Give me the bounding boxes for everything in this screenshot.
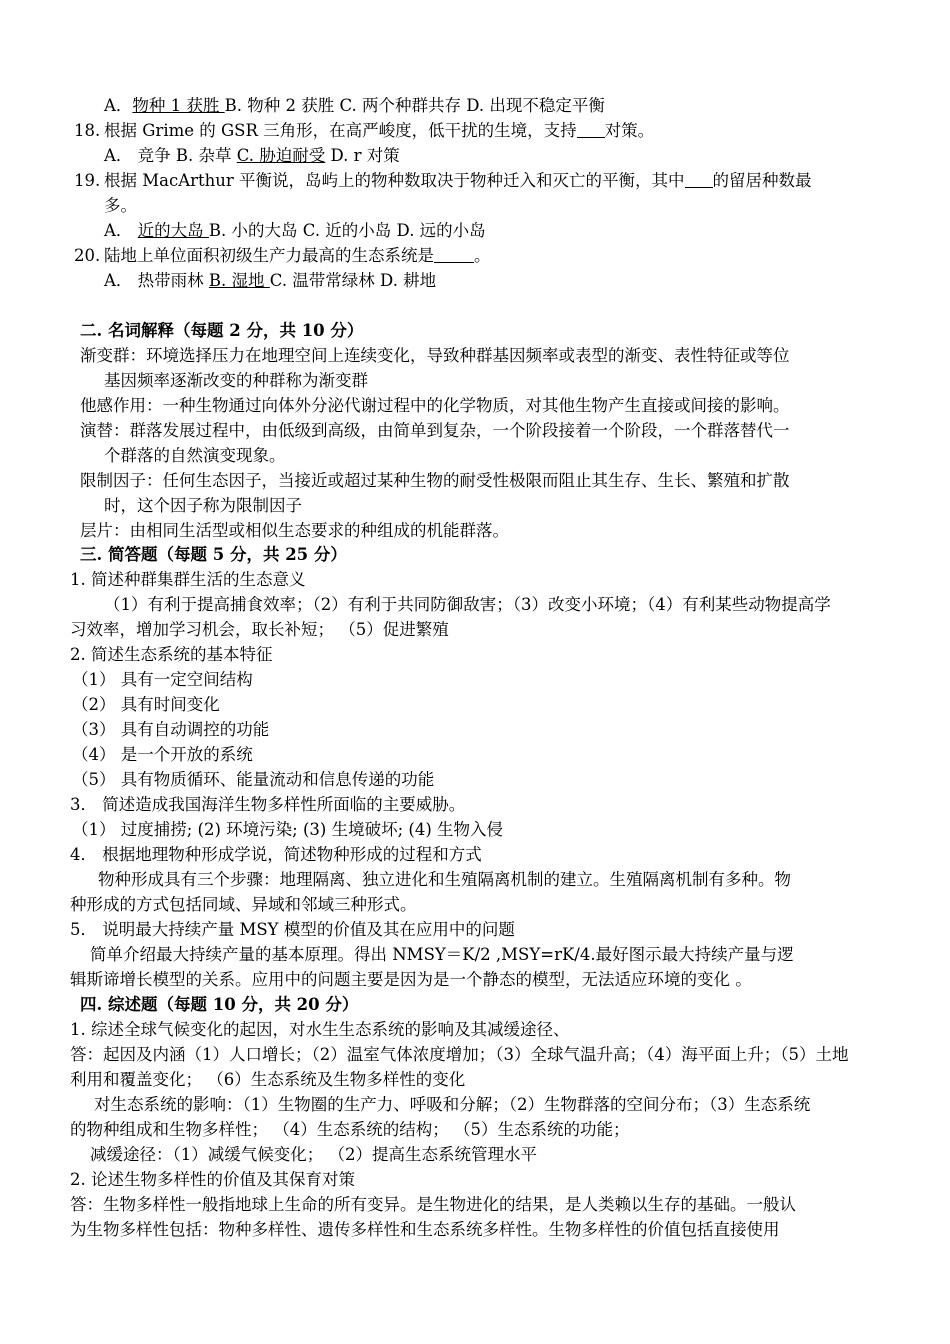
q20-options [104, 269, 436, 293]
sec4-q2-title: 2. 论述生物多样性的价值及其保育对策 [70, 1170, 355, 1189]
sec4-q2-answer-line-2: 为生物多样性包括：物种多样性、遗传多样性和生态系统多样性。生物多样性的价值包括直接使用 [70, 1220, 780, 1239]
sec4-q2-answer-line-1: 答：生物多样性一般指地球上生命的所有变异。是生物进化的结果，是人类赖以生存的基础。一般认 [70, 1195, 796, 1214]
section-2-title: 二. 名词解释（每题 2 分，共 10 分） [80, 321, 364, 340]
q18-stem [74, 119, 654, 143]
sec4-q1-answer-line-2: 利用和覆盖变化； （6）生态系统及生物多样性的变化 [70, 1070, 466, 1089]
q19-stem [74, 169, 812, 193]
sec3-q1-answer-line-2: 习效率，增加学习机会，取长补短； （5）促进繁殖 [70, 620, 449, 639]
q20-answer-underlined: B. 湿地 [208, 271, 270, 290]
q17-answer-underlined: 物种 1 获胜 [132, 96, 225, 115]
sec4-q1-answer-line-1: 答：起因及内涵（1）人口增长；（2）温室气体浓度增加；（3）全球气温升高；（4）海平面上升；（5）土地 [70, 1045, 849, 1064]
term-limiting-factor-line-1: 限制因子：任何生态因子，当接近或超过某种生物的耐受性极限而阻止其生存、生长、繁殖和扩散 [80, 471, 790, 490]
q20-stem [74, 244, 491, 268]
term-synusia: 层片：由相同生活型或相似生态要求的种组成的机能群落。 [80, 521, 509, 540]
q18-stem-text-b: 对策。 [604, 121, 655, 140]
q19-answer-underlined: 近的大岛 [137, 221, 209, 240]
q20-stem-text-a: 陆地上单位面积初级生产力最高的生态系统是 [104, 246, 434, 265]
q19-options [104, 219, 486, 243]
sec3-q5-title: 5． 说明最大持续产量 MSY 模型的价值及其在应用中的问题 [70, 920, 515, 939]
q18-number: 18. [74, 121, 101, 140]
section-3-title: 三. 简答题（每题 5 分，共 25 分） [80, 545, 347, 564]
sec3-q2-item-1: （1） 具有一定空间结构 [72, 670, 253, 689]
term-succession-line-1: 演替：群落发展过程中，由低级到高级，由简单到复杂，一个阶段接着一个阶段，一个群落替代一 [80, 421, 790, 440]
q19-stem-continued: 多。 [104, 196, 137, 215]
sec3-q2-item-5: （5） 具有物质循环、能量流动和信息传递的功能 [72, 770, 435, 789]
q19-options-rest: B. 小的大岛 C. 近的小岛 D. 远的小岛 [208, 221, 486, 240]
q18-options-rest: D. r 对策 [325, 146, 400, 165]
term-limiting-factor-line-2: 时，这个因子称为限制因子 [104, 496, 302, 515]
q17-options [104, 94, 605, 118]
sec3-q3-answer: （1） 过度捕捞; (2) 环境污染; (3) 生境破坏; (4) 生物入侵 [72, 820, 504, 839]
q20-number: 20. [74, 246, 101, 265]
sec3-q1-title: 1. 简述种群集群生活的生态意义 [70, 570, 306, 589]
q18-answer-underlined: C. 胁迫耐受 [236, 146, 326, 165]
sec3-q2-item-2: （2） 具有时间变化 [72, 695, 220, 714]
q17-options-rest: B. 物种 2 获胜 C. 两个种群共存 D. 出现不稳定平衡 [224, 96, 605, 115]
q18-stem-text-a: 根据 Grime 的 GSR 三角形，在高严峻度，低干扰的生境，支持 [104, 121, 577, 140]
q20-option-prefix: A． 热带雨林 [104, 271, 209, 290]
sec3-q1-answer-line-1: （1）有利于提高捕食效率；（2）有利于共同防御敌害；（3）改变小环境；（4）有利某些动物提高学 [104, 595, 831, 614]
q18-options [104, 144, 400, 168]
term-cline-line-1: 渐变群：环境选择压力在地理空间上连续变化，导致种群基因频率或表型的渐变、表性特征或等位 [80, 346, 790, 365]
q18-blank [577, 121, 605, 138]
term-cline-line-2: 基因频率逐渐改变的种群称为渐变群 [104, 371, 368, 390]
q20-stem-text-b: 。 [474, 246, 491, 265]
term-allelopathy: 他感作用：一种生物通过向体外分泌代谢过程中的化学物质，对其他生物产生直接或间接的影响。 [80, 396, 790, 415]
q19-option-prefix: A． [104, 221, 138, 240]
sec3-q3-title: 3． 简述造成我国海洋生物多样性所面临的主要威胁。 [70, 795, 466, 814]
sec3-q4-answer-line-2: 种形成的方式包括同域、异域和邻域三种形式。 [70, 895, 417, 914]
q18-options-a: A． 竞争 B. 杂草 [104, 146, 237, 165]
sec3-q2-item-4: （4） 是一个开放的系统 [72, 745, 253, 764]
sec4-q1-answer-line-5: 减缓途径：（1）减缓气候变化； （2）提高生态系统管理水平 [90, 1145, 537, 1164]
q19-stem-text-b: 的留居种数最 [712, 171, 812, 190]
sec3-q2-title: 2. 简述生态系统的基本特征 [70, 645, 273, 664]
term-succession-line-2: 个群落的自然演变现象。 [104, 446, 286, 465]
q19-stem-text-a: 根据 MacArthur 平衡说，岛屿上的物种数取决于物种迁入和灭亡的平衡，其中 [104, 171, 685, 190]
q19-number: 19. [74, 171, 101, 190]
sec4-q1-answer-line-3: 对生态系统的影响：（1）生物圈的生产力、呼吸和分解；（2）生物群落的空间分布；（3）生态系统 [94, 1095, 811, 1114]
sec3-q5-answer-line-2: 辑斯谛增长模型的关系。应用中的问题主要是因为是一个静态的模型，无法适应环境的变化 。 [70, 970, 752, 989]
sec3-q4-answer-line-1: 物种形成具有三个步骤：地理隔离、独立进化和生殖隔离机制的建立。生殖隔离机制有多种。物 [98, 870, 791, 889]
sec4-q1-title: 1. 综述全球气候变化的起因，对水生生态系统的影响及其减缓途径、 [70, 1020, 570, 1039]
q20-options-rest: C. 温带常绿林 D. 耕地 [269, 271, 437, 290]
sec3-q4-title: 4． 根据地理物种形成学说，简述物种形成的过程和方式 [70, 845, 482, 864]
sec4-q1-answer-line-4: 的物种组成和生物多样性； （4）生态系统的结构； （5）生态系统的功能； [70, 1120, 630, 1139]
sec3-q2-item-3: （3） 具有自动调控的功能 [72, 720, 270, 739]
q17-option-a-prefix: A． [104, 96, 133, 115]
sec3-q5-answer-line-1: 简单介绍最大持续产量的基本原理。得出 NMSY＝K/2 ,MSY=rK/4.最好图示最大持续产量与逻 [90, 945, 794, 964]
section-4-title: 四. 综述题（每题 10 分，共 20 分） [80, 995, 359, 1014]
q19-blank [685, 171, 713, 188]
q20-blank [434, 246, 474, 263]
